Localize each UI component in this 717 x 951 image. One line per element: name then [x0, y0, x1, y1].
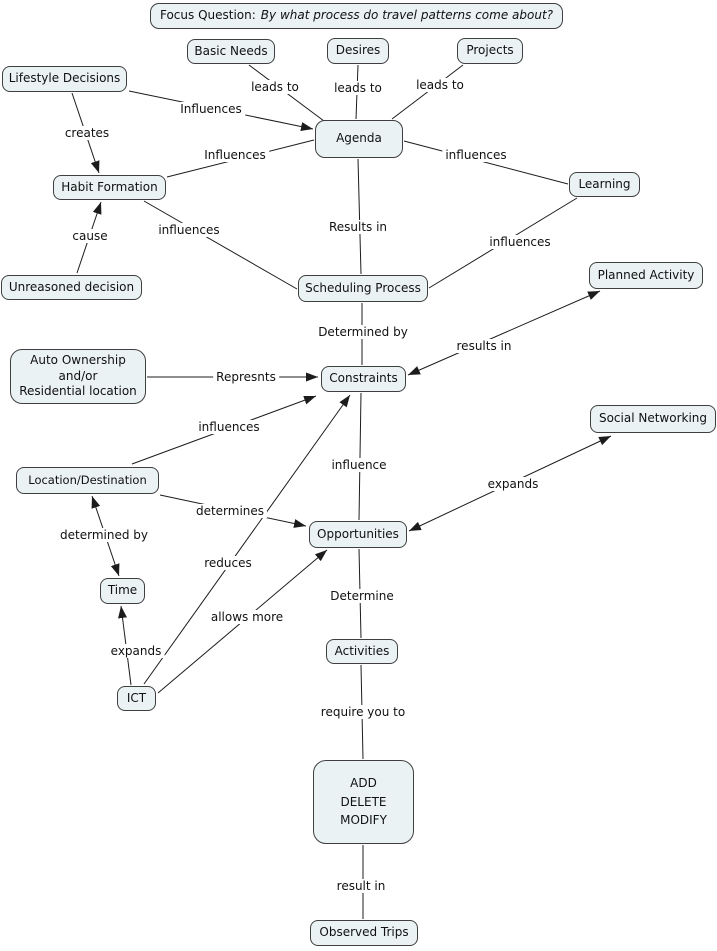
edge-label-allows-more[interactable]: allows more — [208, 610, 286, 624]
node-auto-ownership-line1: Auto Ownership — [30, 353, 126, 368]
node-projects[interactable]: Projects — [457, 38, 523, 64]
edge-label-influences-agenda-learning[interactable]: influences — [442, 148, 509, 162]
edge-label-influences-habit-scheduling[interactable]: influences — [155, 223, 222, 237]
edge-label-creates[interactable]: creates — [62, 126, 112, 140]
focus-question-text: By what process do travel patterns come about? — [260, 8, 554, 23]
node-auto-ownership-line3: Residential location — [19, 384, 137, 399]
node-planned-activity[interactable]: Planned Activity — [589, 262, 703, 289]
edge-label-reduces[interactable]: reduces — [201, 556, 255, 570]
edge-label-determines[interactable]: determines — [193, 504, 267, 518]
edge-projects-agenda — [392, 65, 463, 119]
node-agenda[interactable]: Agenda — [315, 120, 403, 158]
edge-label-determined-by-time[interactable]: determined by — [57, 528, 151, 542]
edge-label-determined-by[interactable]: Determined by — [315, 325, 411, 339]
edge-label-expands-social[interactable]: expands — [485, 477, 542, 491]
node-unreasoned-decision[interactable]: Unreasoned decision — [1, 275, 142, 300]
edge-label-results-in-agenda[interactable]: Results in — [326, 220, 390, 234]
node-auto-ownership-line2: and/or — [58, 368, 98, 383]
edge-habit-scheduling — [144, 201, 297, 289]
edge-constraints-planned-activity — [408, 291, 600, 375]
node-time[interactable]: Time — [100, 578, 145, 604]
node-scheduling-process[interactable]: Scheduling Process — [298, 275, 428, 302]
edge-label-influence[interactable]: influence — [328, 458, 389, 472]
edge-label-leads-to-basic-needs[interactable]: leads to — [248, 80, 302, 94]
focus-question-box[interactable] — [150, 3, 563, 29]
edge-label-influences-learning-scheduling[interactable]: influences — [486, 235, 553, 249]
node-lifestyle-decisions[interactable]: Lifestyle Decisions — [2, 66, 127, 92]
node-desires[interactable]: Desires — [327, 38, 389, 64]
node-observed-trips[interactable]: Observed Trips — [310, 920, 418, 946]
node-constraints[interactable]: Constraints — [321, 366, 406, 392]
node-add-line1: ADD — [350, 776, 377, 791]
edge-opportunities-constraints — [359, 393, 361, 520]
edge-label-determine[interactable]: Determine — [327, 589, 396, 603]
edge-label-cause[interactable]: cause — [69, 229, 110, 243]
edge-label-result-in[interactable]: result in — [334, 879, 389, 893]
edge-agenda-scheduling — [358, 159, 361, 274]
node-location-destination[interactable]: Location/Destination — [16, 467, 159, 494]
node-add-delete-modify[interactable] — [313, 760, 414, 844]
focus-question-prefix: Focus Question: — [159, 8, 256, 23]
node-add-line3: MODIFY — [340, 813, 387, 828]
edge-label-leads-to-projects[interactable]: leads to — [413, 78, 467, 92]
edge-label-results-in-planned[interactable]: results in — [454, 339, 515, 353]
edge-label-expands-time[interactable]: expands — [108, 644, 165, 658]
node-learning[interactable]: Learning — [569, 172, 640, 197]
node-activities[interactable]: Activities — [326, 639, 398, 664]
edge-label-influences-lifestyle-agenda[interactable]: Influences — [177, 102, 245, 116]
edge-label-leads-to-desires[interactable]: leads to — [331, 81, 385, 95]
node-ict[interactable]: ICT — [117, 686, 156, 711]
edge-label-influences-habit-agenda[interactable]: Influences — [201, 148, 269, 162]
node-social-networking[interactable]: Social Networking — [590, 405, 716, 433]
node-auto-ownership[interactable] — [10, 349, 146, 404]
node-habit-formation[interactable]: Habit Formation — [53, 175, 166, 200]
edge-label-influences-location-constraints[interactable]: influences — [195, 420, 262, 434]
edge-label-represnts[interactable]: Represnts — [213, 370, 279, 384]
node-basic-needs[interactable]: Basic Needs — [187, 39, 275, 64]
edge-label-require-you-to[interactable]: require you to — [318, 705, 408, 719]
node-opportunities[interactable]: Opportunities — [309, 521, 407, 548]
node-add-line2: DELETE — [340, 794, 387, 809]
